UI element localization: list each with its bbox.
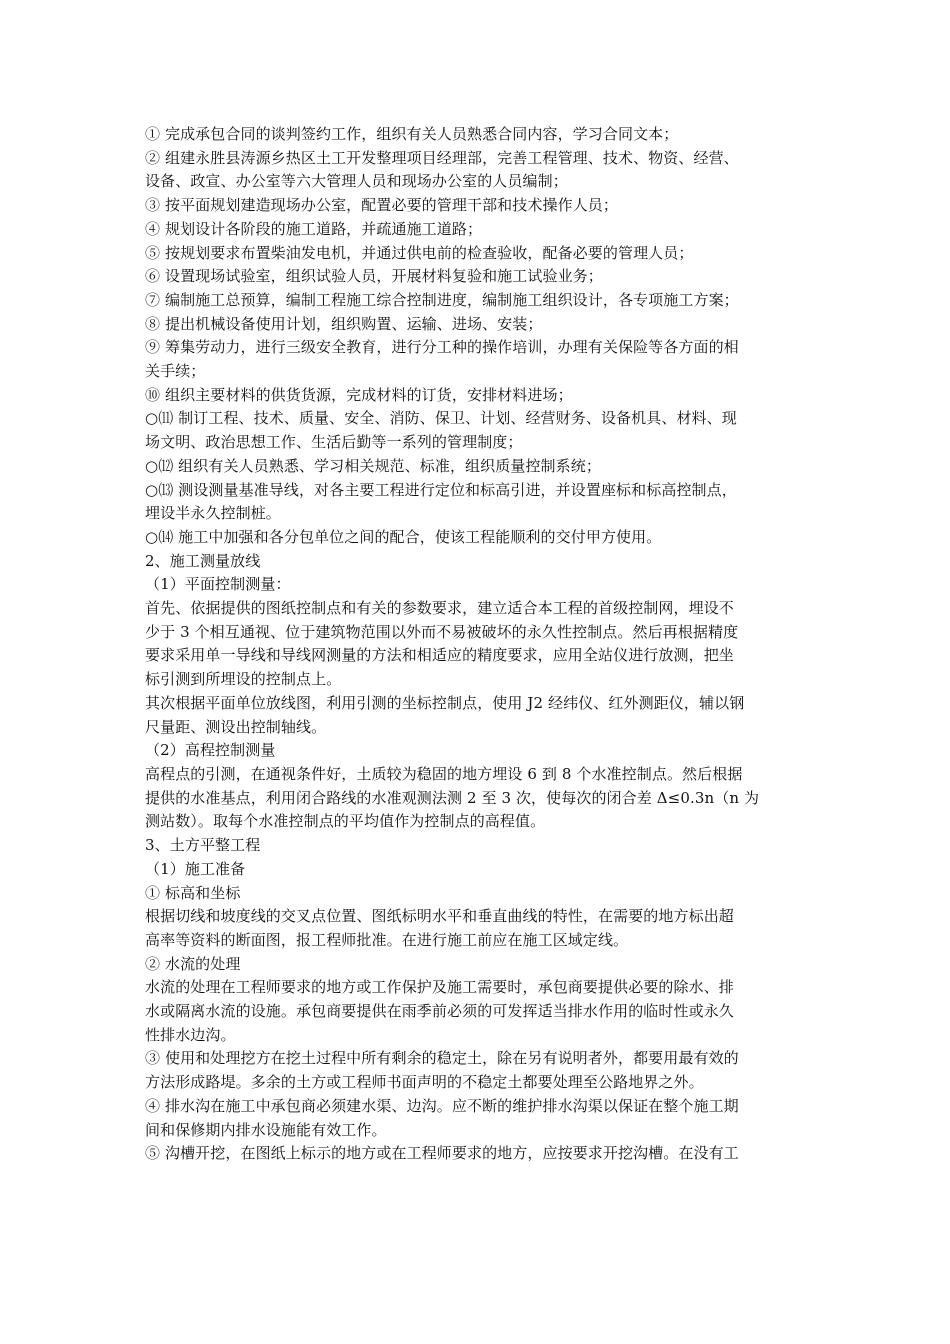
text-line: ③ 按平面规划建造现场办公室，配置必要的管理干部和技术操作人员； <box>145 196 618 215</box>
text-line: 埋设半永久控制桩。 <box>145 504 281 523</box>
text-line: ⑤ 沟槽开挖，在图纸上标示的地方或在工程师要求的地方，应按要求开挖沟槽。在没有工 <box>145 1144 739 1163</box>
section-heading: 3、土方平整工程 <box>145 836 261 855</box>
text-line: ④ 规划设计各阶段的施工道路，并疏通施工道路； <box>145 219 483 238</box>
text-line: 设备、政宣、办公室等六大管理人员和现场办公室的人员编制； <box>145 172 568 191</box>
text-line: 高率等资料的断面图，报工程师批准。在进行施工前应在施工区域定线。 <box>145 930 629 949</box>
text-line: 关手续； <box>145 362 206 381</box>
text-line: 提供的水准基点，利用闭合路线的水准观测法测 2 至 3 次，使每次的闭合差 Δ≤0.3n（n 为 <box>145 788 760 807</box>
text-line: ○⑾ 制订工程、技术、质量、安全、消防、保卫、计划、经营财务、设备机具、材料、现 <box>145 409 737 428</box>
text-line: ○⒁ 施工中加强和各分包单位之间的配合，使该工程能顺利的交付甲方使用。 <box>145 527 662 546</box>
text-line: 间和保修期内排水设施能有效工作。 <box>145 1120 387 1139</box>
text-line: 首先、依据提供的图纸控制点和有关的参数要求，建立适合本工程的首级控制网，埋设不 <box>145 599 734 618</box>
text-line: ○⒀ 测设测量基准导线，对各主要工程进行定位和标高引进，并设置座标和标高控制点， <box>145 480 737 499</box>
text-line: ⑨ 筹集劳动力，进行三级安全教育，进行分工种的操作培训，办理有关保险等各方面的相 <box>145 338 739 357</box>
text-line: ⑩ 组织主要材料的供货货源，完成材料的订货，安排材料进场； <box>145 385 573 404</box>
text-line: ① 完成承包合同的谈判签约工作，组织有关人员熟悉合同内容，学习合同文本； <box>145 125 679 143</box>
text-line: 要求采用单一导线和导线网测量的方法和相适应的精度要求，应用全站仪进行放测，把坐 <box>145 646 734 665</box>
text-line: 标引测到所埋设的控制点上。 <box>145 670 342 689</box>
text-line: 少于 3 个相互通视、位于建筑物范围以外而不易被破坏的永久性控制点。然后再根据精度 <box>145 622 739 641</box>
text-line: 测站数）。取每个水准控制点的平均值作为控制点的高程值。 <box>145 812 546 831</box>
text-line: 高程点的引测，在通视条件好，土质较为稳固的地方埋设 6 到 8 个水准控制点。然后根据 <box>145 764 743 783</box>
section-heading: 2、施工测量放线 <box>145 551 261 570</box>
text-line: ⑥ 设置现场试验室，组织试验人员，开展材料复验和施工试验业务； <box>145 267 603 286</box>
text-line: 场文明、政治思想工作、生活后勤等一系列的管理制度； <box>145 433 523 452</box>
text-line: 方法形成路堤。多余的土方或工程师书面声明的不稳定土都要处理至公路地界之外。 <box>145 1073 704 1092</box>
subsection-heading: （2）高程控制测量 <box>145 741 276 760</box>
item-heading: ② 水流的处理 <box>145 954 241 973</box>
text-line: 根据切线和坡度线的交叉点位置、图纸标明水平和垂直曲线的特性，在需要的地方标出超 <box>145 907 734 926</box>
text-line: 水流的处理在工程师要求的地方或工作保护及施工需要时，承包商要提供必要的除水、排 <box>145 978 734 997</box>
subsection-heading: （1）平面控制测量： <box>145 575 291 594</box>
text-line: 水或隔离水流的设施。承包商要提供在雨季前必须的可发挥适当排水作用的临时性或永久 <box>145 1002 734 1021</box>
text-line: ○⑿ 组织有关人员熟悉、学习相关规范、标准，组织质量控制系统； <box>145 456 601 475</box>
subsection-heading: （1）施工准备 <box>145 859 246 878</box>
text-line: ② 组建永胜县涛源乡热区土工开发整理项目经理部，完善工程管理、技术、物资、经营、 <box>145 148 739 167</box>
text-line: 性排水边沟。 <box>145 1025 236 1044</box>
text-line: 其次根据平面单位放线图，利用引测的坐标控制点，使用 J2 经纬仪、红外测距仪，辅以钢 <box>145 693 745 712</box>
text-line: ⑧ 提出机械设备使用计划，组织购置、运输、进场、安装； <box>145 314 543 333</box>
text-line: ⑤ 按规划要求布置柴油发电机，并通过供电前的检查验收，配备必要的管理人员； <box>145 243 694 262</box>
text-line: ④ 排水沟在施工中承包商必须建水渠、边沟。应不断的维护排水沟渠以保证在整个施工期 <box>145 1096 739 1115</box>
text-line: 尺量距、测设出控制轴线。 <box>145 717 327 736</box>
document-page <box>145 123 809 1166</box>
text-line: ③ 使用和处理挖方在挖土过程中所有剩余的稳定土，除在另有说明者外，都要用最有效的 <box>145 1049 739 1068</box>
item-heading: ① 标高和坐标 <box>145 883 241 902</box>
text-line: ⑦ 编制施工总预算，编制工程施工综合控制进度，编制施工组织设计，各专项施工方案； <box>145 290 739 309</box>
